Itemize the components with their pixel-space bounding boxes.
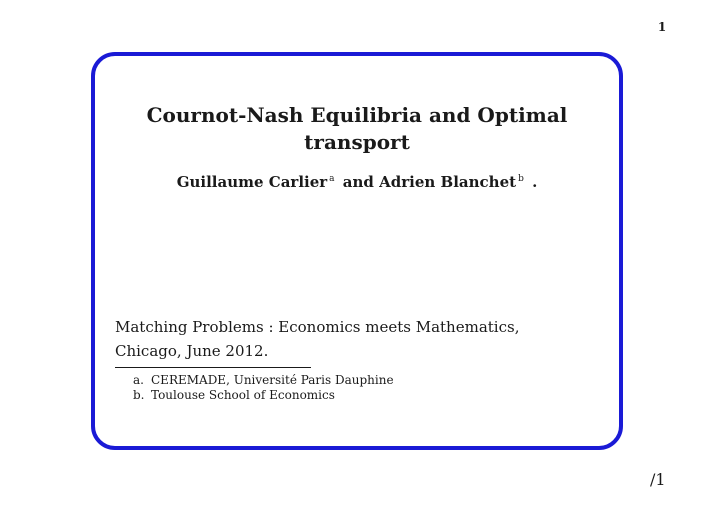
event-info — [115, 315, 519, 363]
event-line-2: Chicago, June 2012. — [115, 342, 269, 360]
affiliations-list — [133, 373, 394, 403]
title-line-2: transport — [304, 130, 410, 154]
slide-title — [95, 102, 619, 156]
affiliation-text: Toulouse School of Economics — [151, 388, 335, 402]
slide-counter: /1 — [650, 470, 666, 489]
page-number: 1 — [657, 20, 667, 34]
affiliation-item — [133, 388, 394, 403]
authors-line — [95, 173, 619, 191]
event-line-1: Matching Problems : Economics meets Mathematics, — [115, 318, 520, 336]
author-name: Adrien Blanchet — [379, 173, 517, 191]
footnote-rule — [115, 367, 311, 368]
affiliation-label: b. — [133, 388, 145, 402]
slide-frame — [91, 52, 623, 450]
affiliation-mark: b — [518, 174, 524, 184]
affiliation-mark: a — [329, 174, 335, 184]
affiliation-text: CEREMADE, Université Paris Dauphine — [151, 373, 394, 387]
affiliation-item — [133, 373, 394, 388]
author-conjunction: and — [342, 173, 374, 191]
affiliation-label: a. — [133, 373, 144, 387]
author-name: Guillaume Carlier — [176, 173, 328, 191]
authors-trailing-dot: . — [532, 173, 538, 191]
title-line-1: Cournot-Nash Equilibria and Optimal — [146, 103, 568, 127]
